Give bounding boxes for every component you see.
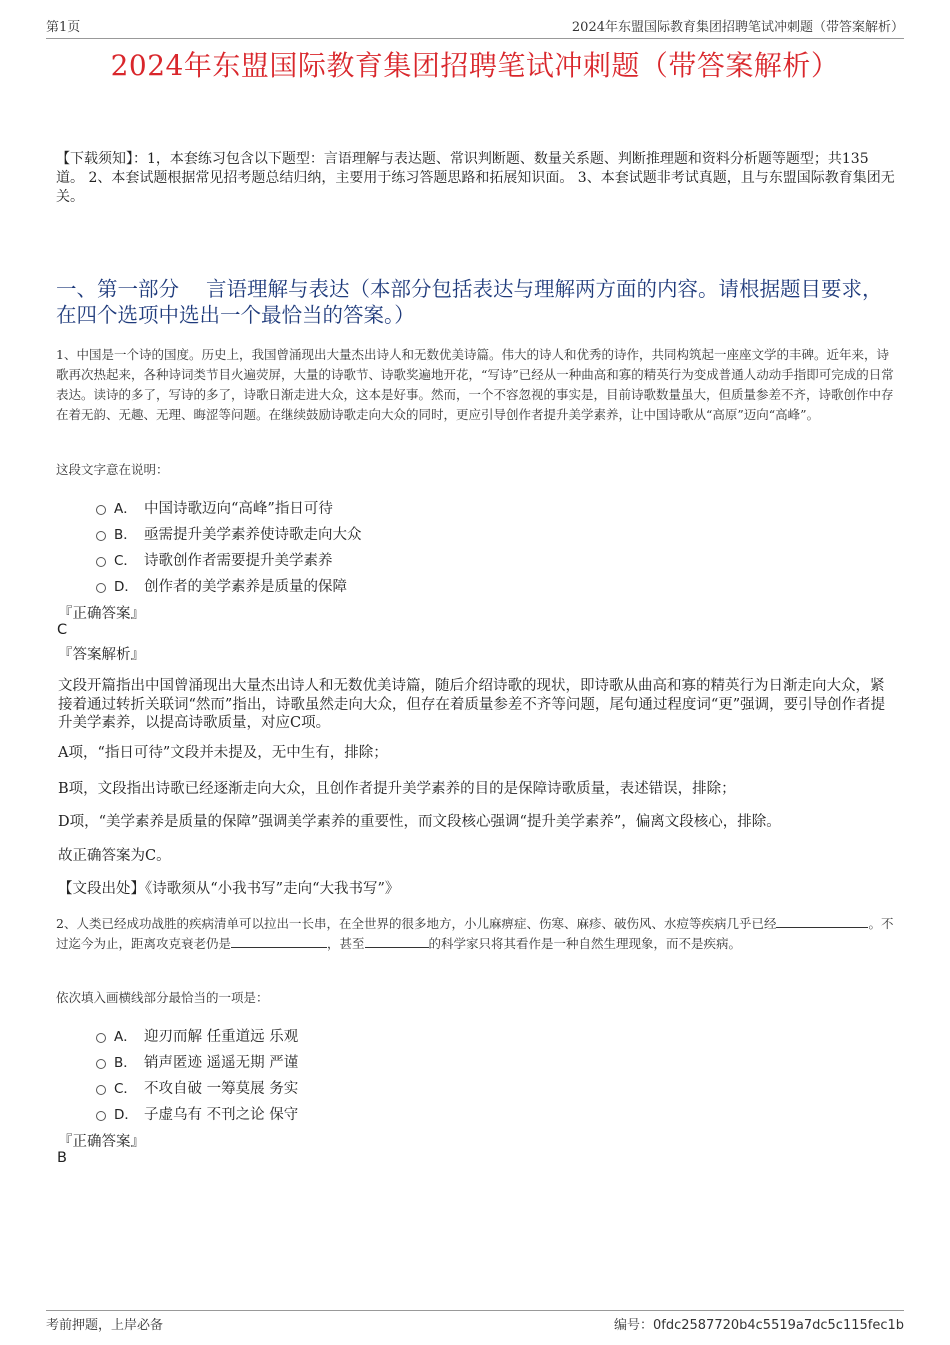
option-c[interactable] bbox=[96, 546, 362, 572]
radio-icon[interactable] bbox=[96, 1033, 106, 1043]
question-1-stem: 这段文字意在说明： bbox=[56, 462, 169, 477]
option-text: 迎刃而解 任重道远 乐观 bbox=[144, 1028, 299, 1045]
option-text: 创作者的美学素养是质量的保障 bbox=[144, 578, 347, 595]
question-2-part: ，甚至 bbox=[327, 936, 365, 951]
question-2-stem: 依次填入画横线部分最恰当的一项是： bbox=[56, 990, 269, 1005]
answer-label: 『正确答案』 bbox=[58, 606, 145, 622]
option-b[interactable] bbox=[96, 1048, 298, 1074]
option-d[interactable] bbox=[96, 572, 362, 598]
option-letter: B． bbox=[114, 1055, 137, 1071]
option-letter: B． bbox=[114, 527, 137, 543]
option-a[interactable] bbox=[96, 494, 362, 520]
question-2-part: 2、人类已经成功战胜的疾病清单可以拉出一长串，在全世界的很多地方，小儿麻痹症、伤寒、麻疹、破伤风、水痘等疾病几乎已经 bbox=[56, 916, 777, 931]
footer-slogan: 考前押题，上岸必备 bbox=[46, 1318, 164, 1333]
section-title: 一、第一部分 言语理解与表达（本部分包括表达与理解两方面的内容。请根据题目要求，在四个选项中选出一个最恰当的答案。） bbox=[56, 277, 883, 327]
answer-label: 『正确答案』 bbox=[58, 1134, 145, 1150]
option-letter: C． bbox=[114, 553, 137, 569]
question-1-text: 1、中国是一个诗的国度。历史上，我国曾涌现出大量杰出诗人和无数优美诗篇。伟大的诗人和优秀的诗作，共同构筑起一座座文学的丰碑。近年来，诗歌再次热起来，各种诗词类节目火遍荧屏，大量的诗歌节、诗歌奖遍地开花，“写诗”已经从一种曲高和寡的精英行为变成普通人动动手指即可完成的日常表达。读诗的多了，写诗的多了，诗歌日渐走进大众，这本是好事。然而，一个不容忽视的事实是，目前诗歌数量虽大，但质量参差不齐，诗歌创作中存在着无韵、无趣、无理、晦涩等问题。在继续鼓励诗歌走向大众的同时，更应引导创作者提升美学素养，让中国诗歌从“高原”迈向“高峰”。 bbox=[56, 347, 894, 422]
page-number: 第1页 bbox=[46, 20, 81, 35]
explanation-paragraph: D项，“美学素养是质量的保障”强调美学素养的重要性，而文段核心强调“提升美学素养”，偏离文段核心，排除。 bbox=[58, 814, 781, 830]
explanation-paragraph: 文段开篇指出中国曾涌现出大量杰出诗人和无数优美诗篇，随后介绍诗歌的现状，即诗歌从曲高和寡的精英行为日渐走向大众，紧接着通过转折关联词“然而”指出，诗歌虽然走向大众，但存在着质量参差不齐等问题，尾句通过程度词“更”强调，要引导创作者提升美学素养，以提高诗歌质量，对应C项。 bbox=[58, 678, 886, 731]
option-letter: A． bbox=[114, 1029, 137, 1045]
answer-value: C bbox=[57, 622, 68, 638]
header-doc-title: 2024年东盟国际教育集团招聘笔试冲刺题（带答案解析） bbox=[571, 20, 904, 35]
page-footer bbox=[46, 1310, 904, 1333]
explanation-paragraph: A项，“指日可待”文段并未提及，无中生有，排除； bbox=[58, 745, 388, 761]
question-2-text bbox=[56, 914, 896, 954]
footer-code bbox=[614, 1314, 904, 1333]
explanation-label: 『答案解析』 bbox=[58, 647, 145, 663]
option-a[interactable] bbox=[96, 1022, 298, 1048]
radio-icon[interactable] bbox=[96, 1111, 106, 1121]
option-d[interactable] bbox=[96, 1100, 298, 1126]
option-letter: D． bbox=[114, 1107, 138, 1123]
option-b[interactable] bbox=[96, 520, 362, 546]
question-2-options bbox=[96, 1022, 298, 1126]
answer-value: B bbox=[57, 1150, 67, 1166]
option-text: 亟需提升美学素养使诗歌走向大众 bbox=[144, 526, 362, 543]
footer-code-label: 编号： bbox=[613, 1318, 653, 1333]
option-letter: D． bbox=[114, 579, 138, 595]
option-letter: A． bbox=[114, 501, 137, 517]
fill-blank-1[interactable] bbox=[776, 915, 868, 928]
fill-blank-2[interactable] bbox=[231, 935, 327, 948]
option-text: 销声匿迹 遥遥无期 严谨 bbox=[144, 1054, 299, 1071]
page-header bbox=[46, 16, 904, 39]
explanation-paragraph: B项，文段指出诗歌已经逐渐走向大众，且创作者提升美学素养的目的是保障诗歌质量，表述错误，排除； bbox=[58, 781, 736, 797]
option-text: 子虚乌有 不刊之论 保守 bbox=[144, 1106, 299, 1123]
radio-icon[interactable] bbox=[96, 583, 106, 593]
radio-icon[interactable] bbox=[96, 531, 106, 541]
radio-icon[interactable] bbox=[96, 1059, 106, 1069]
explanation-conclusion: 故正确答案为C。 bbox=[58, 848, 171, 864]
question-2-part: 的科学家只将其看作是一种自然生理现象，而不是疾病。 bbox=[428, 936, 742, 951]
option-c[interactable] bbox=[96, 1074, 298, 1100]
fill-blank-3[interactable] bbox=[365, 935, 429, 948]
question-2-part: 。不过迄今为止，距离攻克衰老仍是 bbox=[56, 916, 894, 951]
explanation-source: 【文段出处】《诗歌须从“小我书写”走向“大我书写”》 bbox=[58, 881, 400, 897]
radio-icon[interactable] bbox=[96, 1085, 106, 1095]
option-text: 中国诗歌迈向“高峰”指日可待 bbox=[144, 500, 333, 517]
option-letter: C． bbox=[114, 1081, 137, 1097]
radio-icon[interactable] bbox=[96, 505, 106, 515]
radio-icon[interactable] bbox=[96, 557, 106, 567]
footer-code-value: 0fdc2587720b4c5519a7dc5c115fec1b bbox=[652, 1318, 904, 1333]
download-notice: 【下载须知】：1，本套练习包含以下题型：言语理解与表达题、常识判断题、数量关系题、判断推理题和资料分析题等题型；共135道。 2、本套试题根据常见招考题总结归纳，主要用于练习答题思路和拓展知识面。 3、本套试题非考试真题，且与东盟国际教育集团无关。 bbox=[56, 151, 895, 205]
question-1-options bbox=[96, 494, 362, 598]
option-text: 不攻自破 一筹莫展 务实 bbox=[144, 1080, 299, 1097]
document-title: 2024年东盟国际教育集团招聘笔试冲刺题（带答案解析） bbox=[110, 49, 840, 82]
option-text: 诗歌创作者需要提升美学素养 bbox=[144, 552, 333, 569]
